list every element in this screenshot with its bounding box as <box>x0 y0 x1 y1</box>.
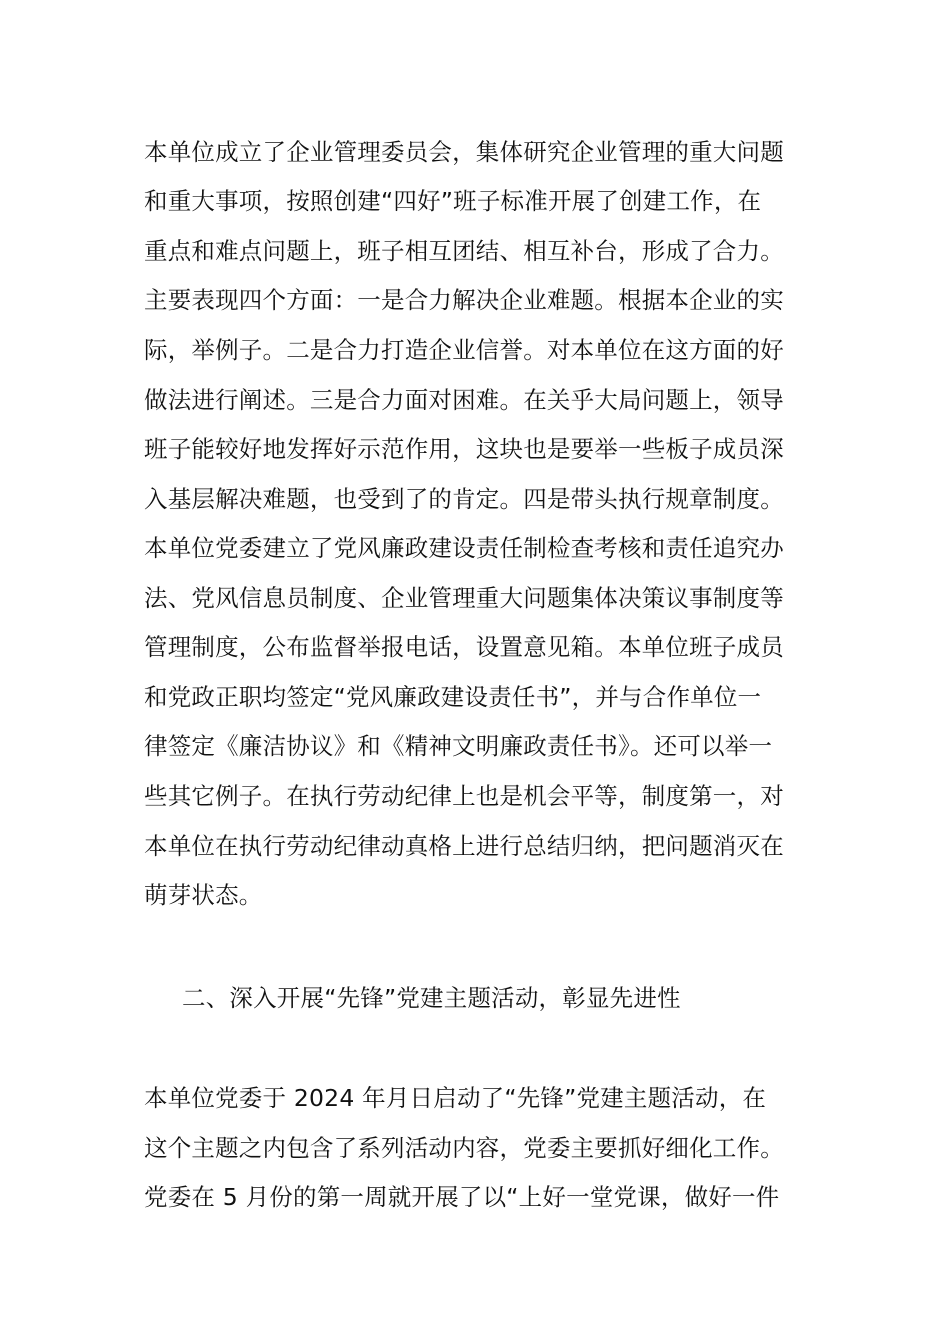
section-heading: 二、深入开展“先锋”党建主题活动，彰显先进性 <box>182 984 681 1012</box>
paragraph-line: 管理制度，公布监督举报电话，设置意见箱。本单位班子成员 <box>144 633 784 661</box>
paragraph-line: 这个主题之内包含了系列活动内容，党委主要抓好细化工作。 <box>144 1134 784 1162</box>
paragraph-line: 入基层解决难题，也受到了的肯定。四是带头执行规章制度。 <box>144 485 784 513</box>
paragraph-line: 本单位在执行劳动纪律动真格上进行总结归纳，把问题消灭在 <box>144 832 784 860</box>
paragraph-line: 做法进行阐述。三是合力面对困难。在关乎大局问题上，领导 <box>144 386 784 414</box>
paragraph-line: 律签定《廉洁协议》和《精神文明廉政责任书》。还可以举一 <box>144 732 773 760</box>
paragraph-line: 和重大事项，按照创建“四好”班子标准开展了创建工作，在 <box>144 187 762 215</box>
paragraph-line: 和党政正职均签定“党风廉政建设责任书”，并与合作单位一 <box>144 683 762 711</box>
paragraph-line: 本单位成立了企业管理委员会，集体研究企业管理的重大问题 <box>144 138 784 166</box>
paragraph-line: 法、党风信息员制度、企业管理重大问题集体决策议事制度等 <box>144 584 784 612</box>
paragraph-line: 党委在 5 月份的第一周就开展了以“上好一堂党课，做好一件 <box>144 1183 780 1211</box>
paragraph-line: 主要表现四个方面：一是合力解决企业难题。根据本企业的实 <box>144 286 784 314</box>
paragraph-line: 班子能较好地发挥好示范作用，这块也是要举一些板子成员深 <box>144 435 784 463</box>
paragraph-line: 萌芽状态。 <box>144 881 263 909</box>
paragraph-line: 际，举例子。二是合力打造企业信誉。对本单位在这方面的好 <box>144 336 784 364</box>
paragraph-line: 重点和难点问题上，班子相互团结、相互补台，形成了合力。 <box>144 237 784 265</box>
paragraph-line: 本单位党委于 2024 年月日启动了“先锋”党建主题活动，在 <box>144 1084 767 1112</box>
paragraph-line: 些其它例子。在执行劳动纪律上也是机会平等，制度第一，对 <box>144 782 784 810</box>
paragraph-line: 本单位党委建立了党风廉政建设责任制检查考核和责任追究办 <box>144 534 784 562</box>
